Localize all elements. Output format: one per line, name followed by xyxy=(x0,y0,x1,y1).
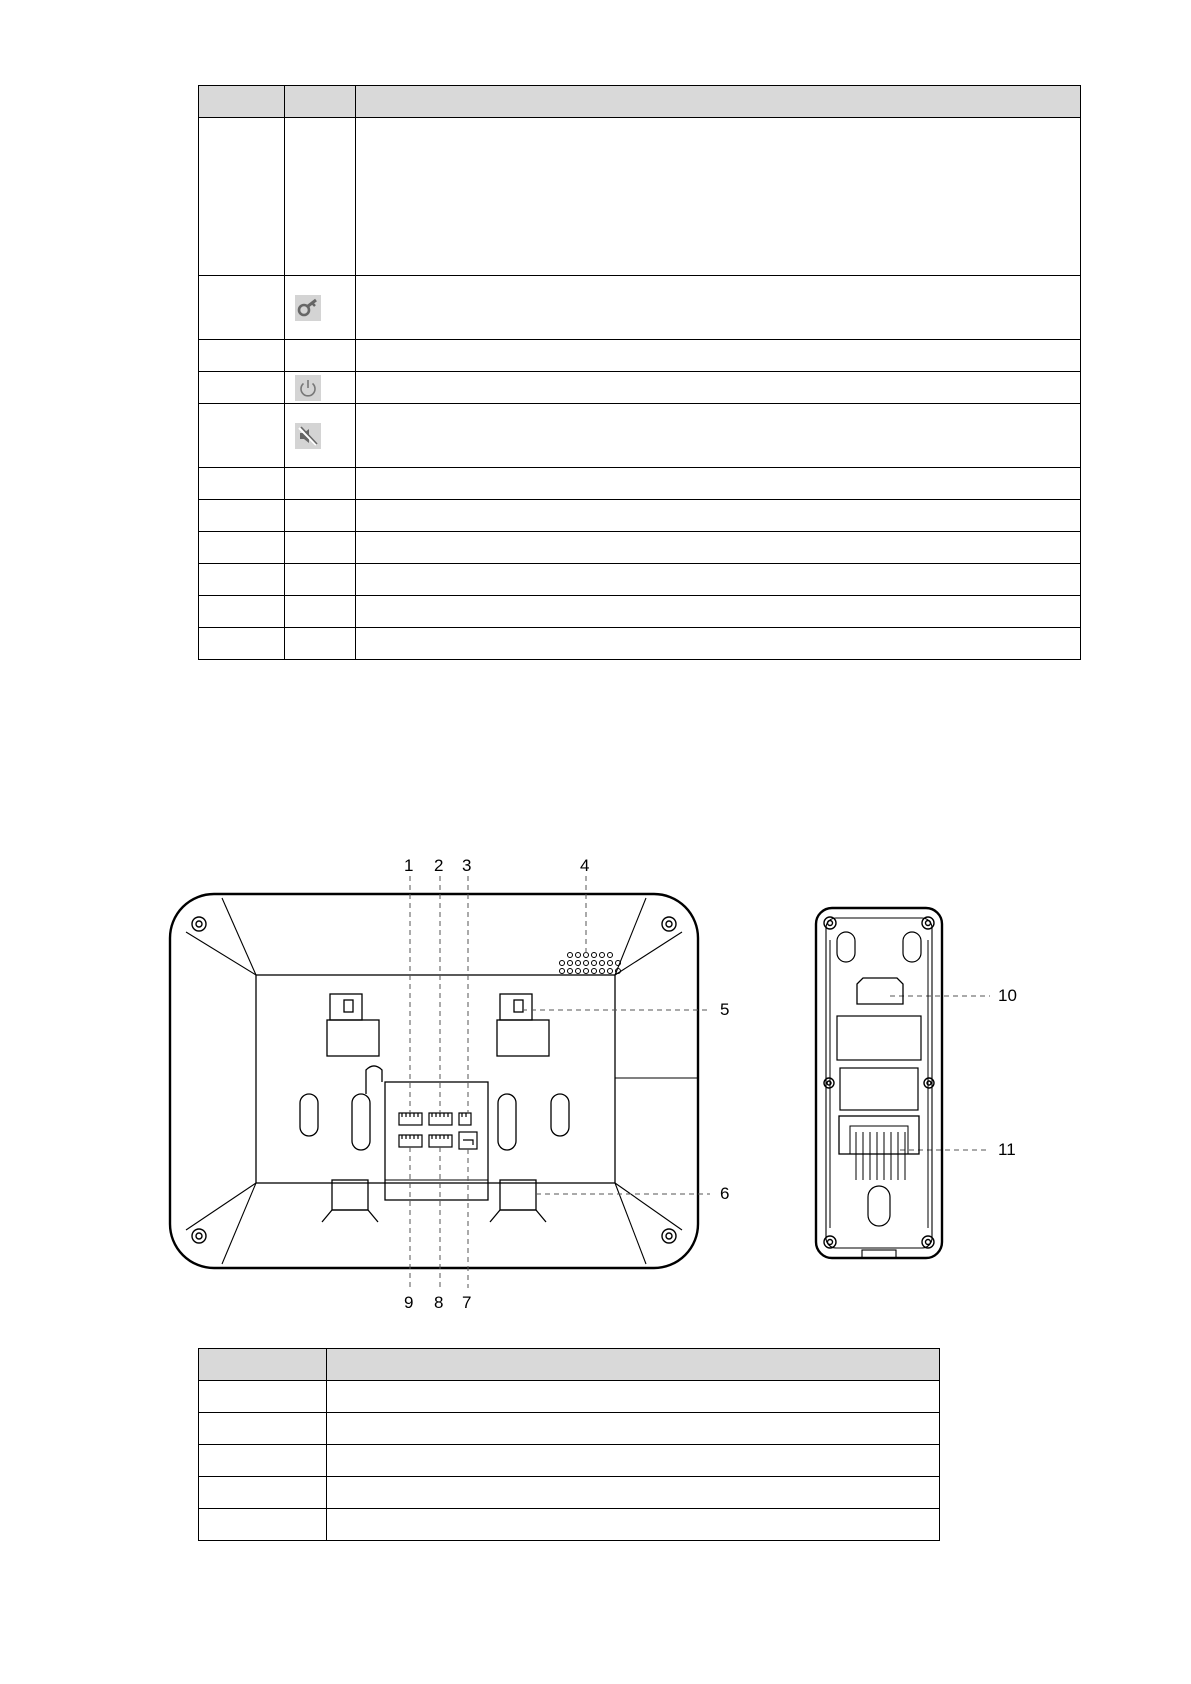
rear-panel-description-table xyxy=(198,1348,940,1541)
table-row xyxy=(199,1509,940,1541)
mounting-bracket-top xyxy=(327,994,549,1056)
table-row xyxy=(199,1477,940,1509)
rj-connector xyxy=(839,1116,919,1154)
mounting-slot xyxy=(300,1066,569,1150)
monitor-inner-panel xyxy=(256,975,615,1183)
table-header-row xyxy=(199,1349,940,1381)
table-row xyxy=(199,1445,940,1477)
speaker-grille xyxy=(560,953,621,974)
mounting-bracket-bottom xyxy=(322,1180,546,1222)
outdoor-station-body xyxy=(816,908,942,1258)
table-row xyxy=(199,1381,940,1413)
callout-11: 11 xyxy=(998,1140,1016,1159)
callout-10: 10 xyxy=(998,986,1017,1005)
table-row xyxy=(199,1413,940,1445)
callout-9: 9 xyxy=(404,1293,414,1312)
port-connector xyxy=(399,1113,477,1149)
camera-module xyxy=(857,978,903,1004)
callout-5: 5 xyxy=(720,1000,730,1019)
callout-8: 8 xyxy=(434,1293,444,1312)
callout-2: 2 xyxy=(434,856,444,875)
callout-6: 6 xyxy=(720,1184,730,1203)
header-cell-description xyxy=(327,1349,940,1381)
callout-1: 1 xyxy=(404,856,414,875)
header-cell-no xyxy=(199,1349,327,1381)
callout-7: 7 xyxy=(462,1293,472,1312)
monitor-outer-frame xyxy=(170,894,698,1268)
callout-4: 4 xyxy=(580,856,590,875)
callout-3: 3 xyxy=(462,856,472,875)
